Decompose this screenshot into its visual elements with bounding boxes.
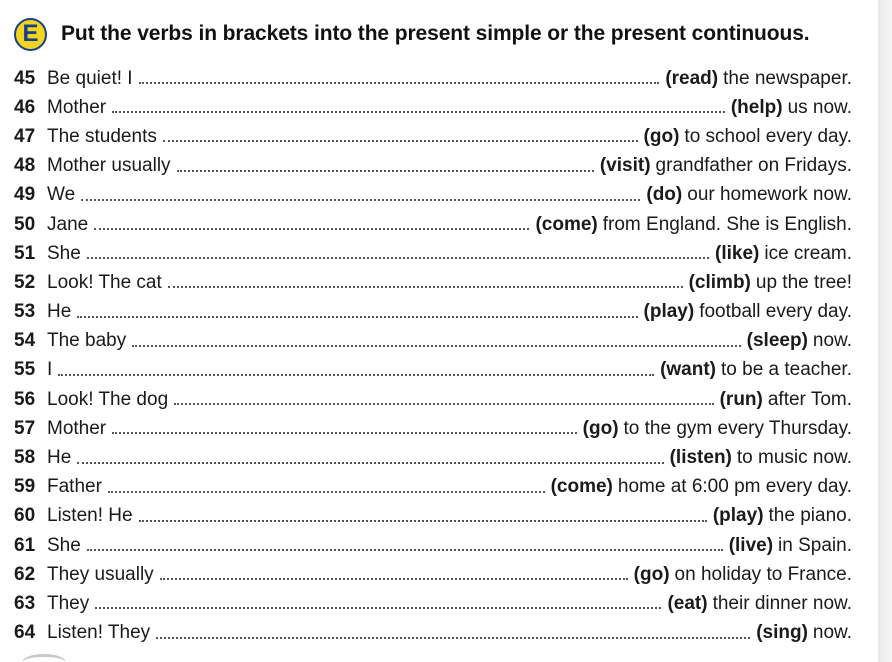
verb-in-brackets: (go) — [643, 125, 680, 147]
item-number: 64 — [14, 622, 36, 644]
verb-in-brackets: (like) — [715, 242, 760, 264]
item-number: 47 — [14, 125, 36, 147]
exercise-header — [14, 14, 810, 54]
exercise-item — [14, 473, 852, 502]
item-number: 46 — [14, 96, 36, 118]
exercise-title: Put the verbs in brackets into the present simple or the present continuous. — [61, 22, 810, 45]
exercise-letter-badge: E — [14, 18, 47, 51]
verb-in-brackets: (go) — [633, 563, 670, 585]
sentence-start: Be quiet! I — [47, 67, 133, 89]
verb-in-brackets: (do) — [646, 184, 683, 206]
answer-blank[interactable] — [81, 199, 640, 201]
exercise-item — [14, 181, 852, 210]
exercise-item — [14, 356, 852, 385]
exercise-item — [14, 385, 852, 414]
sentence-end: on holiday to France. — [674, 563, 852, 585]
sentence-start: He — [47, 301, 72, 323]
verb-in-brackets: (visit) — [599, 155, 651, 177]
sentence-start: Look! The dog — [47, 388, 169, 410]
item-number: 45 — [14, 67, 36, 89]
exercise-item — [14, 502, 852, 531]
exercise-list — [14, 64, 852, 648]
exercise-item — [14, 210, 852, 239]
item-number: 55 — [14, 359, 36, 381]
answer-blank[interactable] — [139, 520, 707, 522]
sentence-start: The students — [47, 125, 157, 147]
sentence-start: Mother usually — [47, 155, 171, 177]
answer-blank[interactable] — [95, 607, 661, 609]
answer-blank[interactable] — [77, 316, 637, 318]
sentence-start: Father — [47, 476, 102, 498]
verb-in-brackets: (help) — [730, 96, 783, 118]
answer-blank[interactable] — [163, 140, 638, 142]
item-number: 51 — [14, 242, 36, 264]
verb-in-brackets: (play) — [643, 301, 695, 323]
sentence-end: from England. She is English. — [602, 213, 852, 235]
sentence-start: They usually — [47, 563, 154, 585]
sentence-end: the piano. — [768, 505, 852, 527]
exercise-item — [14, 443, 852, 472]
item-number: 48 — [14, 155, 36, 177]
item-number: 63 — [14, 592, 36, 614]
exercise-item — [14, 560, 852, 589]
exercise-item — [14, 64, 852, 93]
verb-in-brackets: (sleep) — [746, 330, 808, 352]
verb-in-brackets: (climb) — [688, 271, 751, 293]
answer-blank[interactable] — [58, 374, 654, 376]
answer-blank[interactable] — [87, 257, 709, 259]
sentence-end: in Spain. — [778, 534, 852, 556]
item-number: 52 — [14, 271, 36, 293]
item-number: 59 — [14, 476, 36, 498]
verb-in-brackets: (sing) — [756, 622, 808, 644]
item-number: 49 — [14, 184, 36, 206]
sentence-start: They — [47, 592, 90, 614]
page-edge-shadow — [878, 0, 892, 662]
sentence-end: our homework now. — [687, 184, 852, 206]
answer-blank[interactable] — [112, 111, 725, 113]
exercise-item — [14, 152, 852, 181]
sentence-end: after Tom. — [767, 388, 852, 410]
item-number: 54 — [14, 330, 36, 352]
answer-blank[interactable] — [168, 286, 683, 288]
exercise-item — [14, 327, 852, 356]
sentence-end: to music now. — [736, 447, 852, 469]
exercise-item — [14, 93, 852, 122]
exercise-item — [14, 619, 852, 648]
item-number: 61 — [14, 534, 36, 556]
sentence-end: now. — [812, 622, 852, 644]
verb-in-brackets: (eat) — [667, 592, 708, 614]
sentence-end: to the gym every Thursday. — [623, 417, 852, 439]
answer-blank[interactable] — [94, 228, 529, 230]
sentence-end: the newspaper. — [723, 67, 852, 89]
sentence-start: I — [47, 359, 53, 381]
answer-blank[interactable] — [139, 82, 660, 84]
sentence-start: Jane — [47, 213, 89, 235]
answer-blank[interactable] — [112, 432, 577, 434]
verb-in-brackets: (come) — [550, 476, 613, 498]
sentence-start: Look! The cat — [47, 271, 162, 293]
sentence-start: She — [47, 534, 81, 556]
sentence-end: now. — [812, 330, 852, 352]
sentence-start: Listen! They — [47, 622, 151, 644]
sentence-start: We — [47, 184, 76, 206]
verb-in-brackets: (want) — [660, 359, 716, 381]
sentence-start: He — [47, 447, 72, 469]
decorative-arc — [22, 654, 66, 662]
item-number: 57 — [14, 417, 36, 439]
answer-blank[interactable] — [156, 637, 750, 639]
verb-in-brackets: (listen) — [669, 447, 732, 469]
verb-in-brackets: (go) — [582, 417, 619, 439]
answer-blank[interactable] — [177, 170, 594, 172]
item-number: 56 — [14, 388, 36, 410]
sentence-start: Mother — [47, 417, 107, 439]
verb-in-brackets: (live) — [728, 534, 774, 556]
sentence-start: Mother — [47, 96, 107, 118]
item-number: 62 — [14, 563, 36, 585]
item-number: 50 — [14, 213, 36, 235]
item-number: 53 — [14, 301, 36, 323]
item-number: 58 — [14, 447, 36, 469]
exercise-item — [14, 589, 852, 618]
sentence-end: ice cream. — [764, 242, 852, 264]
sentence-end: grandfather on Fridays. — [655, 155, 852, 177]
answer-blank[interactable] — [108, 491, 545, 493]
verb-in-brackets: (read) — [665, 67, 719, 89]
answer-blank[interactable] — [174, 403, 713, 405]
exercise-item — [14, 268, 852, 297]
answer-blank[interactable] — [77, 462, 663, 464]
item-number: 60 — [14, 505, 36, 527]
exercise-item — [14, 239, 852, 268]
sentence-end: their dinner now. — [712, 592, 852, 614]
exercise-item — [14, 122, 852, 151]
verb-in-brackets: (run) — [719, 388, 763, 410]
sentence-end: to school every day. — [684, 125, 852, 147]
answer-blank[interactable] — [87, 549, 723, 551]
exercise-item — [14, 414, 852, 443]
sentence-end: us now. — [787, 96, 852, 118]
sentence-start: The baby — [47, 330, 127, 352]
sentence-start: She — [47, 242, 81, 264]
exercise-item — [14, 298, 852, 327]
sentence-end: home at 6:00 pm every day. — [617, 476, 852, 498]
verb-in-brackets: (come) — [535, 213, 598, 235]
sentence-start: Listen! He — [47, 505, 133, 527]
verb-in-brackets: (play) — [712, 505, 764, 527]
answer-blank[interactable] — [132, 345, 740, 347]
sentence-end: football every day. — [699, 301, 852, 323]
sentence-end: up the tree! — [755, 271, 852, 293]
answer-blank[interactable] — [160, 578, 628, 580]
sentence-end: to be a teacher. — [721, 359, 852, 381]
exercise-item — [14, 531, 852, 560]
